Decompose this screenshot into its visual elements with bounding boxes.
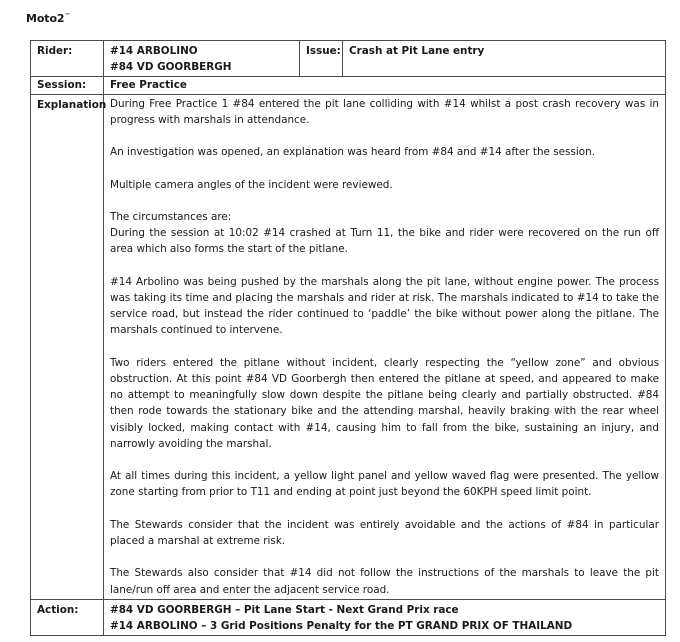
explanation-row [31,94,666,599]
action-line: #84 VD GOORBERGH – Pit Lane Start - Next Grand Prix race [110,603,459,616]
trademark-symbol: ™ [64,12,71,20]
explanation-paragraph: An investigation was opened, an explanation was heard from #84 and #14 after the session. [110,146,596,159]
issue-label: Issue: [300,41,343,77]
explanation-paragraph: Two riders entered the pitlane without incident, clearly respecting the “yellow zone” and obvious obstruction. At this point #84 VD Goorbergh then entered the pitlane at speed, and appeared to make no attempt to meaningfully slow down despite the pitlane being clearly and partially obstructed. #84 then rode towards the stationary bike and the attending marshal, heavily braking with the rear wheel visibly locked, making contact with #14, causing him to fall from the bike, sustaining an injury, and narrowly avoiding the marshal. [110,356,659,450]
series-title: Moto2 [26,12,65,25]
rider-name: #84 VD GOORBERGH [110,61,232,74]
rider-label: Rider: [31,41,104,77]
session-label: Session: [31,77,104,94]
action-label: Action: [31,599,104,635]
explanation-paragraph: During the session at 10:02 #14 crashed at Turn 11, the bike and rider were recovered on the run off area which also forms the start of the pitlane. [110,227,659,256]
explanation-body [104,94,666,599]
action-body [104,599,666,635]
explanation-label: Explanation [31,94,104,599]
explanation-paragraph: Multiple camera angles of the incident were reviewed. [110,178,393,191]
explanation-paragraph: At all times during this incident, a yellow light panel and yellow waved flag were presented. The yellow zone starting from prior to T11 and ending at point just beyond the 60KPH speed limit point. [110,470,659,499]
explanation-paragraph: The Stewards also consider that #14 did not follow the instructions of the marshals to leave the pit lane/run off area and enter the adjacent service road. [110,567,659,596]
rider-names [104,41,300,77]
rider-name: #14 ARBOLINO [110,45,198,57]
session-value: Free Practice [104,77,666,94]
action-row [31,599,666,635]
explanation-paragraph: The Stewards consider that the incident was entirely avoidable and the actions of #84 in particular placed a marshal at extreme risk. [110,518,659,547]
stewards-decision-table [30,40,666,636]
explanation-paragraph: During Free Practice 1 #84 entered the pit lane colliding with #14 whilst a post crash recovery was in progress with marshals in attendance. [110,97,659,126]
explanation-paragraph: The circumstances are: [110,210,232,223]
issue-value: Crash at Pit Lane entry [343,41,666,77]
document-header [26,12,70,25]
session-row [31,77,666,94]
explanation-paragraph: #14 Arbolino was being pushed by the marshals along the pit lane, without engine power. The process was taking its time and placing the marshals and rider at risk. The marshals indicated to #14 to take the service road, but instead the rider continued to ‘paddle’ the bike without power along the pitlane. The marshals continued to intervene. [110,275,659,337]
action-line: #14 ARBOLINO – 3 Grid Positions Penalty for the PT GRAND PRIX OF THAILAND [110,619,573,632]
rider-row [31,41,666,77]
